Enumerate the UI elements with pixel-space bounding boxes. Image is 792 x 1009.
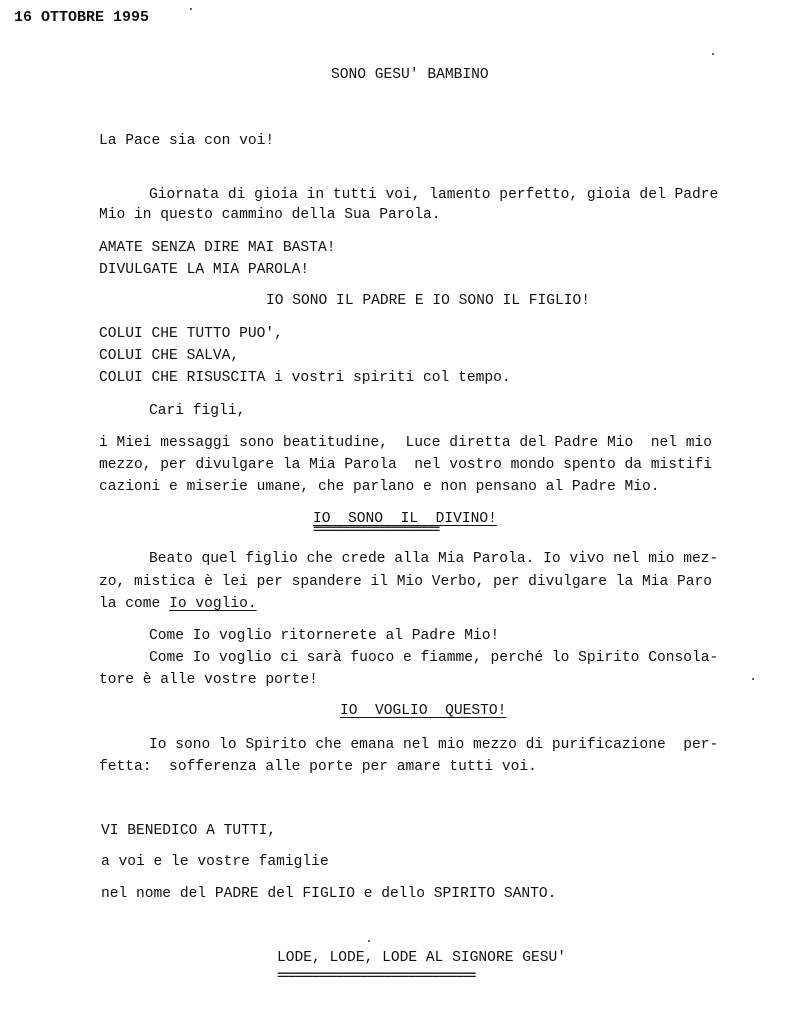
para2-line3: cazioni e miserie umane, che parlano e non pensano al Padre Mio. <box>99 479 660 495</box>
come-line2: Come Io voglio ci sarà fuoco e fiamme, perché lo Spirito Consola- <box>149 650 719 666</box>
blessing-line1: VI BENEDICO A TUTTI, <box>101 823 277 839</box>
exhort-line2: DIVULGATE LA MIA PAROLA! <box>99 262 310 278</box>
colui-line3: COLUI CHE RISUSCITA i vostri spiriti col tempo. <box>99 370 511 386</box>
scan-speck <box>752 678 754 680</box>
colui-line1: COLUI CHE TUTTO PUO', <box>99 326 283 342</box>
io-voglio-underlined: Io voglio. <box>169 596 257 612</box>
greeting: La Pace sia con voi! <box>99 133 275 149</box>
date-header: 16 OTTOBRE 1995 <box>14 9 150 26</box>
document-title: SONO GESU' BAMBINO <box>331 67 489 83</box>
voglio-heading: IO VOGLIO QUESTO! <box>340 703 507 719</box>
para2-line1: i Miei messaggi sono beatitudine, Luce diretta del Padre Mio nel mio <box>99 435 713 451</box>
blessing-line3: nel nome del PADRE del FIGLIO e dello SPIRITO SANTO. <box>101 886 557 902</box>
divino-rule: ===================== <box>313 523 440 537</box>
para3-line3 <box>99 595 257 613</box>
closing-line: LODE, LODE, LODE AL SIGNORE GESU' <box>277 950 567 966</box>
closing-rule: ================================= <box>277 969 476 983</box>
cari-figli: Cari figli, <box>149 403 246 419</box>
para3-line2: zo, mistica è lei per spandere il Mio Verbo, per divulgare la Mia Paro <box>99 574 713 590</box>
para4-line1: Io sono lo Spirito che emana nel mio mezzo di purificazione per- <box>149 737 719 753</box>
blessing-line2: a voi e le vostre famiglie <box>101 854 329 870</box>
declaration: IO SONO IL PADRE E IO SONO IL FIGLIO! <box>266 293 591 309</box>
divino-heading: IO SONO IL DIVINO! <box>313 511 497 527</box>
para3-line1: Beato quel figlio che crede alla Mia Parola. Io vivo nel mio mez- <box>149 551 719 567</box>
para2-line2: mezzo, per divulgare la Mia Parola nel vostro mondo spento da mistifi <box>99 457 713 473</box>
exhort-line1: AMATE SENZA DIRE MAI BASTA! <box>99 240 336 256</box>
scan-speck <box>190 8 192 10</box>
colui-line2: COLUI CHE SALVA, <box>99 348 240 364</box>
come-line3: tore è alle vostre porte! <box>99 672 318 688</box>
para1-line1: Giornata di gioia in tutti voi, lamento perfetto, gioia del Padre <box>149 187 719 203</box>
scan-speck <box>712 53 714 55</box>
scan-speck <box>368 940 370 942</box>
para4-line2: fetta: sofferenza alle porte per amare tutti voi. <box>99 759 537 775</box>
para1-line2: Mio in questo cammino della Sua Parola. <box>99 207 441 223</box>
para3-line3-prefix: la come <box>99 596 170 612</box>
come-line1: Come Io voglio ritornerete al Padre Mio! <box>149 628 500 644</box>
